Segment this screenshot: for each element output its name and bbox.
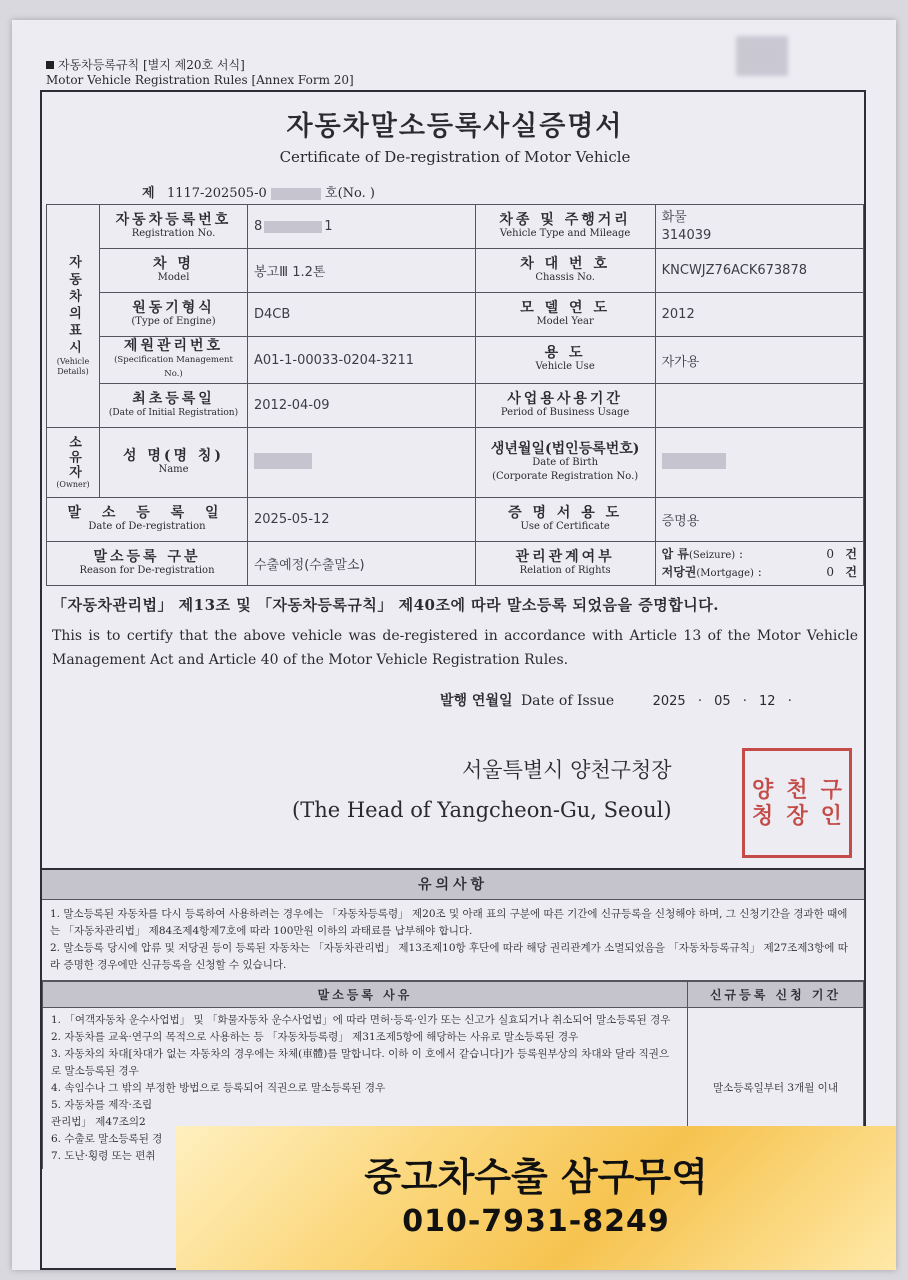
vehicle-type-ko: 차종 및 주행거리 xyxy=(499,211,631,228)
rules-col-reason: 말소등록 사유 xyxy=(43,982,688,1008)
engine-value: D4CB xyxy=(248,293,476,337)
business-period-en: Period of Business Usage xyxy=(500,406,630,418)
rules-col-period: 신규등록 신청 기간 xyxy=(688,982,864,1008)
vehicle-type-en: Vehicle Type and Mileage xyxy=(499,227,631,239)
cert-use-en: Use of Certificate xyxy=(520,520,610,532)
section-vehicle-ko: 자동차의표시 xyxy=(66,255,81,357)
seal-glyph: 구 xyxy=(820,777,842,803)
rule-reason: 6. 수출로 말소등록된 경 xyxy=(51,1133,163,1145)
reason-en: Reason for De-registration xyxy=(79,564,215,576)
doc-number-prefix: 제 xyxy=(142,186,155,201)
cert-use-value: 증명용 xyxy=(655,498,863,542)
model-label xyxy=(100,249,248,293)
dereg-date-en: Date of De-registration xyxy=(88,520,206,532)
model-year-label xyxy=(475,293,655,337)
model-year-value: 2012 xyxy=(655,293,863,337)
cert-use-label xyxy=(475,498,655,542)
dereg-date-ko: 말 소 등 록 일 xyxy=(67,504,227,521)
birth-value xyxy=(655,428,863,498)
seal-glyph: 천 xyxy=(786,777,808,803)
vehicle-mileage: 314039 xyxy=(661,227,712,243)
title-en: Certificate of De-registration of Motor Vehicle xyxy=(279,148,631,166)
rule-reason: 2. 자동차를 교육·연구의 목적으로 사용하는 등 「자동차등록령」 제31조제5항에 해당하는 사유로 말소등록된 경우 xyxy=(51,1031,579,1043)
owner-name-label xyxy=(100,428,248,498)
chassis-en: Chassis No. xyxy=(535,271,595,283)
seizure-row: 압 류(Seizure) : 0 건 xyxy=(661,546,857,561)
reg-no-en: Registration No. xyxy=(131,227,216,239)
owner-name-value xyxy=(248,428,476,498)
form-header xyxy=(46,58,354,88)
birth-label xyxy=(475,428,655,498)
owner-name-ko: 성 명(명 칭) xyxy=(122,447,225,464)
first-reg-ko: 최초등록일 xyxy=(132,390,215,407)
bullet-square-icon xyxy=(46,61,54,69)
seizure-count: 0 xyxy=(826,546,834,561)
section-owner-en: (Owner) xyxy=(56,480,90,489)
rules-period: 말소등록일부터 3개월 이내 xyxy=(688,1008,864,1170)
birth-en: Date of Birth xyxy=(532,456,599,468)
doc-number-value: 1117-202505-0 xyxy=(166,186,267,201)
reg-no-end: 1 xyxy=(324,219,333,234)
redacted-block xyxy=(271,188,321,200)
rule-reason: 5. 자동차를 제작·조립 xyxy=(51,1099,153,1111)
model-value: 봉고Ⅲ 1.2톤 xyxy=(248,249,476,293)
certify-ko: 「자동차관리법」 제13조 및 「자동차등록규칙」 제40조에 따라 말소등록 되었음을 증명합니다. xyxy=(52,596,719,614)
reason-value: 수출예정(수출말소) xyxy=(248,542,476,586)
redacted-block xyxy=(662,453,726,469)
reg-no-label xyxy=(100,205,248,249)
model-year-ko: 모 델 연 도 xyxy=(520,299,610,316)
seal-glyph: 인 xyxy=(820,803,842,829)
vehicle-type-value xyxy=(655,205,863,249)
spec-no-label xyxy=(100,337,248,384)
section-owner-label xyxy=(47,428,100,498)
issue-date xyxy=(440,690,792,710)
dereg-date-value: 2025-05-12 xyxy=(248,498,476,542)
certify-en: This is to certify that the above vehicle was de-registered in accordance with Article 13 of the Motor Vehicle Management Act and Article 40 of the Motor Vehicle Registration Rules. xyxy=(52,628,858,668)
use-ko: 용 도 xyxy=(544,345,586,361)
birth-ko: 생년월일(법인등록번호) xyxy=(490,440,640,457)
dereg-date-label xyxy=(47,498,248,542)
mortgage-ko: 저당권 xyxy=(661,564,697,579)
title-ko: 자동차말소등록사실증명서 xyxy=(286,111,624,142)
spec-no-ko: 제원관리번호 xyxy=(123,338,224,354)
rule-reason: 4. 속임수나 그 밖의 부정한 방법으로 등록되어 직권으로 말소등록된 경우 xyxy=(51,1082,386,1094)
notes-heading: 유의사항 xyxy=(42,870,864,900)
redacted-block xyxy=(264,221,322,233)
seal-glyph: 양 xyxy=(752,777,774,803)
use-label xyxy=(475,337,655,384)
seizure-ko: 압 류 xyxy=(661,546,689,561)
notes-section xyxy=(42,868,864,1169)
vehicle-type-type: 화물 xyxy=(661,209,687,225)
issue-en: Date of Issue xyxy=(520,693,615,709)
engine-en: (Type of Engine) xyxy=(131,315,216,327)
engine-label xyxy=(100,293,248,337)
engine-ko: 원동기형식 xyxy=(132,299,215,316)
relation-en: Relation of Rights xyxy=(519,564,611,576)
spec-no-en: (Specification Management No.) xyxy=(114,355,233,379)
reason-label xyxy=(47,542,248,586)
owner-name-en: Name xyxy=(158,463,189,475)
notes-body xyxy=(42,900,864,981)
chassis-label xyxy=(475,249,655,293)
chassis-ko: 차 대 번 호 xyxy=(520,255,610,272)
rule-reason: 7. 도난·횡령 또는 편취 xyxy=(51,1150,156,1162)
mortgage-unit: 건 xyxy=(845,564,857,579)
doc-number-suffix: 호(No. ) xyxy=(325,186,375,201)
mortgage-row: 저당권(Mortgage) : 0 건 xyxy=(661,564,857,579)
certificate-frame xyxy=(40,90,866,1270)
birth-en2: (Corporate Registration No.) xyxy=(492,470,639,482)
cert-use-ko: 증 명 서 용 도 xyxy=(508,504,623,521)
form-rule-ko: 자동차등록규칙 [별지 제20호 서식] xyxy=(58,58,245,72)
use-en: Vehicle Use xyxy=(535,361,595,372)
model-en: Model xyxy=(157,271,190,283)
rule-reason: 관리법」 제47조의2 xyxy=(51,1116,146,1128)
section-vehicle-label xyxy=(47,205,100,428)
first-reg-value: 2012-04-09 xyxy=(248,384,476,428)
business-period-label xyxy=(475,384,655,428)
issue-date-value: 2025 · 05 · 12 · xyxy=(652,694,792,709)
form-rule-en: Motor Vehicle Registration Rules [Annex Form 20] xyxy=(46,73,354,87)
spec-no-value: A01-1-00033-0204-3211 xyxy=(248,337,476,384)
rule-reason: 1. 「여객자동차 운수사업법」 및 「화물자동차 운수사업법」에 따라 면허·등록·인가 또는 신고가 실효되거나 취소되어 말소등록된 경우 xyxy=(51,1014,671,1026)
note-item-1: 1. 말소등록된 자동차를 다시 등록하여 사용하려는 경우에는 「자동차등록령」 제20조 및 아래 표의 구분에 따른 기간에 신규등록을 신청해야 하며, 그 신청기간을 경과한 때에는 「자동차관리법」 제84조제4항제7호에 따라 100만원 이하의 과태료를 납부해야 합니다. xyxy=(50,908,848,937)
reg-no-ko: 자동차등록번호 xyxy=(115,211,232,228)
vehicle-details-table xyxy=(46,204,864,586)
vehicle-type-label xyxy=(475,205,655,249)
banner-phone: 010-7931-8249 xyxy=(402,1204,670,1239)
seizure-unit: 건 xyxy=(845,546,857,561)
redacted-corner xyxy=(736,36,788,76)
reason-ko: 말소등록 구분 xyxy=(93,548,201,565)
use-value: 자가용 xyxy=(655,337,863,384)
model-year-en: Model Year xyxy=(536,315,594,327)
relation-ko: 관리관계여부 xyxy=(515,548,615,565)
note-item-2: 2. 말소등록 당시에 압류 및 저당권 등이 등록된 자동차는 「자동차관리법」 제13조제10항 후단에 따라 해당 권리관계가 소멸되었음을 「자동차등록규칙」 제27조제3항에 따라 증명한 경우에만 신규등록을 신청할 수 있습니다. xyxy=(50,942,848,971)
seal-glyph: 청 xyxy=(752,803,774,829)
rule-reason: 3. 자동차의 차대[차대가 없는 자동차의 경우에는 차체(車體)를 말합니다. 이하 이 호에서 같습니다]가 등록원부상의 차대와 달라 직권으로 말소등록된 경우 xyxy=(51,1048,670,1077)
business-period-value xyxy=(655,384,863,428)
mortgage-count: 0 xyxy=(826,564,834,579)
doc-number xyxy=(142,182,375,201)
model-ko: 차 명 xyxy=(153,255,194,272)
mortgage-en: (Mortgage) xyxy=(696,567,754,579)
seizure-en: (Seizure) xyxy=(689,549,736,561)
business-period-ko: 사업용사용기간 xyxy=(507,390,623,407)
issue-ko: 발행 연월일 xyxy=(440,693,513,709)
official-seal xyxy=(742,748,852,858)
first-reg-label xyxy=(100,384,248,428)
relation-label xyxy=(475,542,655,586)
redacted-block xyxy=(254,453,312,469)
section-vehicle-en: (Vehicle Details) xyxy=(56,357,90,376)
chassis-value: KNCWJZ76ACK673878 xyxy=(655,249,863,293)
issuer-ko: 서울특별시 양천구청장 xyxy=(462,758,672,782)
section-owner-ko: 소유자 xyxy=(66,435,81,480)
ad-banner xyxy=(176,1126,896,1270)
reg-no-value xyxy=(248,205,476,249)
issuer-en: (The Head of Yangcheon-Gu, Seoul) xyxy=(292,798,672,822)
banner-title: 중고차수출 삼구무역 xyxy=(364,1155,708,1199)
first-reg-en: (Date of Initial Registration) xyxy=(108,407,239,418)
rights-value xyxy=(655,542,863,586)
reg-no-start: 8 xyxy=(254,219,263,234)
seal-glyph: 장 xyxy=(786,803,808,829)
